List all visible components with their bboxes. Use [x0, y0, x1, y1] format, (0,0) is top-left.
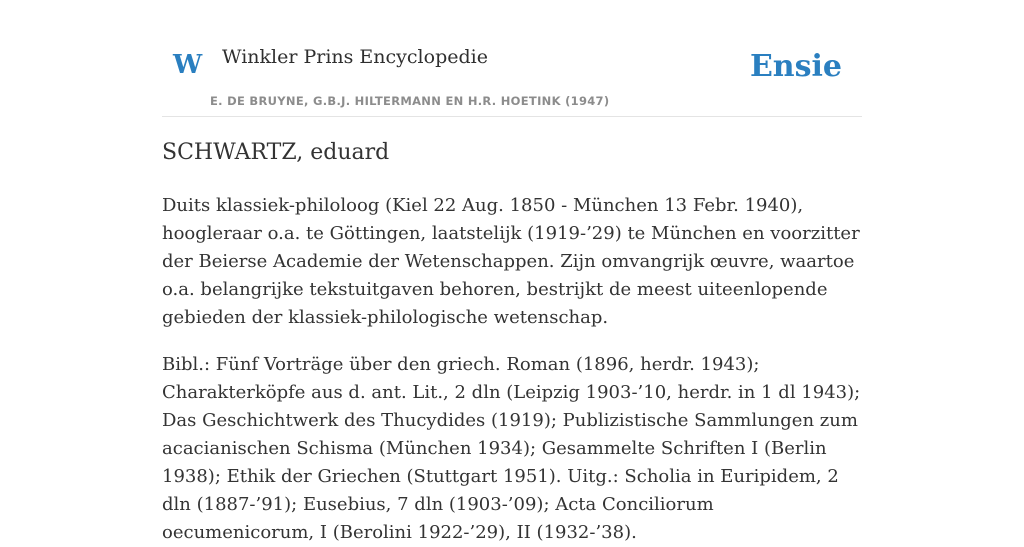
book-authors: E. DE BRUYNE, G.B.J. HILTERMANN EN H.R. HOETINK (1947) [210, 94, 610, 108]
brand-logo[interactable]: Ensie [749, 49, 842, 84]
logo-icon[interactable]: W [173, 50, 203, 80]
page-title: SCHWARTZ, eduard [162, 140, 390, 165]
header [162, 0, 862, 117]
page-container [162, 0, 862, 543]
bibliography-paragraph: Bibl.: Fünf Vorträge über den griech. Roman (1896, herdr. 1943); Charakterköpfe aus d. ant. Lit., 2 dln (Leipzig 1903-’10, herdr. in 1 dl 1943); Das Geschichtwerk des Thucydides (1919); Publizistische Sammlungen zum acacianischen Schisma (München 1934); Gesammelte Schriften I (Berlin 1938); Ethik der Griechen (Stuttgart 1951). Uitg.: Scholia in Euripidem, 2 dln (1887-’91); Eusebius, 7 dln (1903-’09); Acta Conciliorum oecumenicorum, I (Berolini 1922-’29), II (1932-’38). [162, 354, 861, 543]
book-title[interactable]: Winkler Prins Encyclopedie [222, 46, 488, 68]
article-paragraph: Duits klassiek-philoloog (Kiel 22 Aug. 1850 - München 13 Febr. 1940), hoogleraar o.a. te Göttingen, laatstelijk (1919-’29) te München en voorzitter der Beierse Academie der Wetenschappen. Zijn omvangrijk œuvre, waartoe o.a. belangrijke tekstuitgaven behoren, bestrijkt de meest uiteenlopende gebieden der klassiek-philologische wetenschap. [162, 195, 860, 328]
